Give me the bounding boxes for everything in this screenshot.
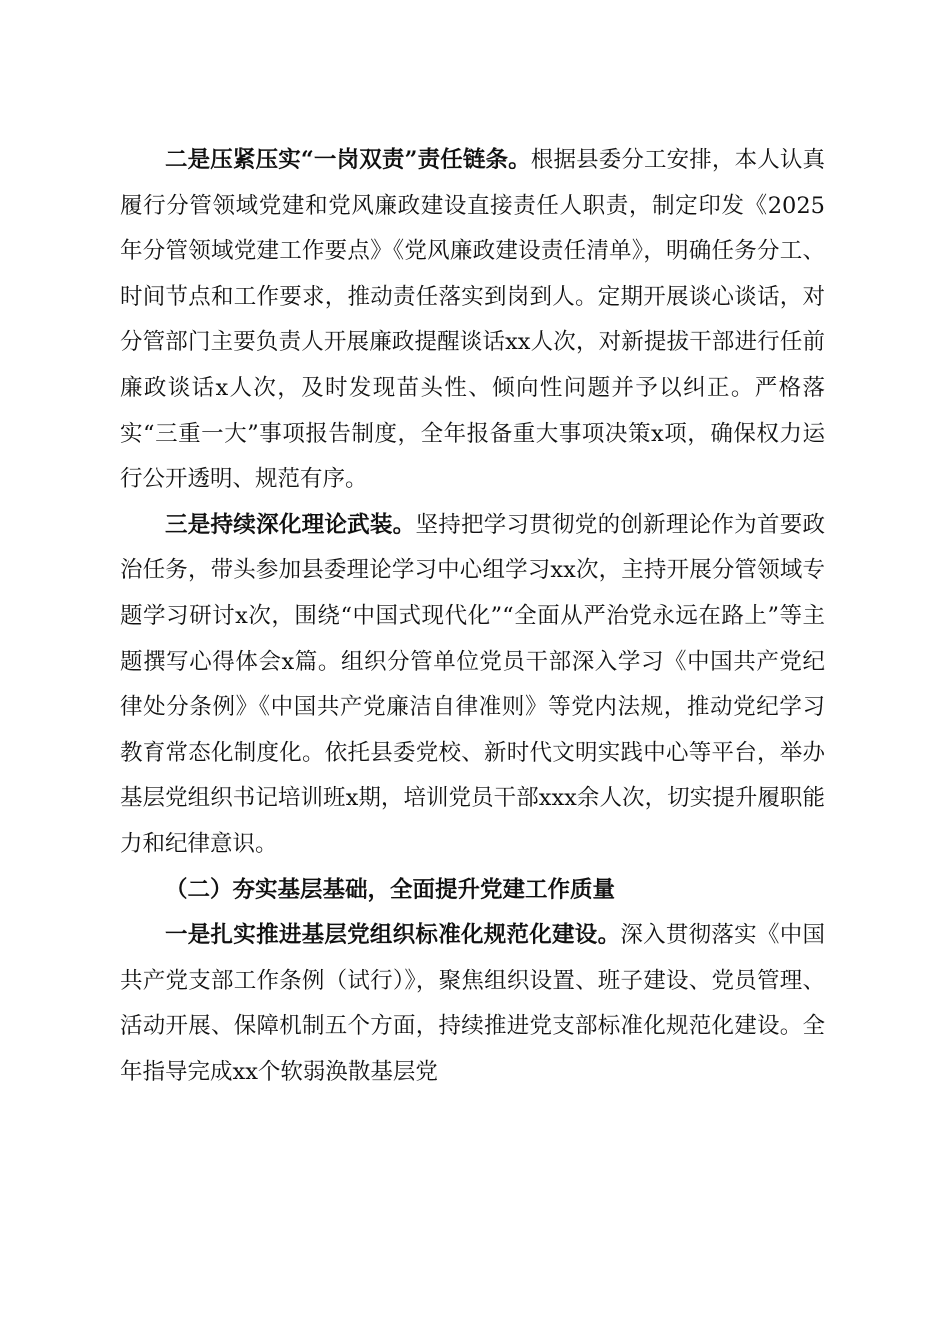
- paragraph-body: 坚持把学习贯彻党的创新理论作为首要政治任务，带头参加县委理论学习中心组学习xx次，主持开展分管领域专题学习研讨x次，围绕“中国式现代化”“全面从严治党永远在路上”等主题撰写心得体会x篇。组织分管单位党员干部深入学习《中国共产党纪律处分条例》《中国共产党廉洁自律准则》等党内法规，推动党纪学习教育常态化制度化。依托县委党校、新时代文明实践中心等平台，举办基层党组织书记培训班x期，培训党员干部xxx余人次，切实提升履职能力和纪律意识。: [120, 511, 825, 857]
- paragraph-body: 根据县委分工安排，本人认真履行分管领域党建和党风廉政建设直接责任人职责，制定印发《2025年分管领域党建工作要点》《党风廉政建设责任清单》，明确任务分工、时间节点和工作要求，推动责任落实到岗到人。定期开展谈心谈话，对分管部门主要负责人开展廉政提醒谈话xx人次，对新提拔干部进行任前廉政谈话x人次，及时发现苗头性、倾向性问题并予以纠正。严格落实“三重一大”事项报告制度，全年报备重大事项决策x项，确保权力运行公开透明、规范有序。: [120, 147, 825, 493]
- document-body: [120, 138, 825, 1095]
- paragraph-lead: 一是扎实推进基层党组织标准化规范化建设。: [165, 922, 621, 949]
- paragraph-one-gang-two-duties: [120, 138, 825, 503]
- paragraph-lead: 二是压紧压实“一岗双责”责任链条。: [165, 147, 531, 173]
- section-heading: （二）夯实基层基础，全面提升党建工作质量: [165, 876, 616, 903]
- paragraph-body: 深入贯彻落实《中国共产党支部工作条例（试行）》，聚焦组织设置、班子建设、党员管理、活动开展、保障机制五个方面，持续推进党支部标准化规范化建设。全年指导完成xx个软弱涣散基层党: [120, 922, 825, 1085]
- paragraph-lead: 三是持续深化理论武装。: [165, 511, 416, 538]
- paragraph-theory-study: [120, 503, 825, 868]
- paragraph-branch-standardization: [120, 913, 825, 1095]
